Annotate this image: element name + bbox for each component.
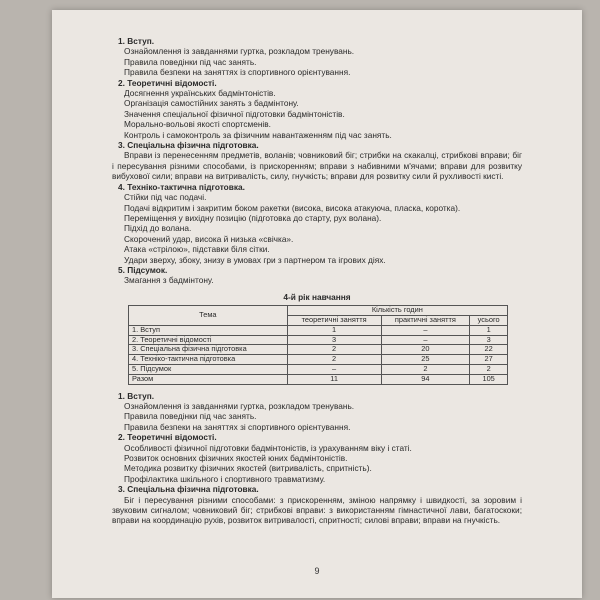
- page-content: [112, 36, 522, 526]
- table-row: [129, 355, 508, 365]
- paragraph: Досягнення українських бадмінтоністів.: [124, 88, 276, 99]
- paragraph: Правила поведінки під час занять.: [124, 56, 257, 67]
- table-cell-practice: 20: [381, 345, 470, 355]
- paragraph: Скорочений удар, висока й низька «свічка».: [124, 233, 294, 244]
- section-third-year-program: [112, 36, 522, 286]
- section-heading: 1. Вступ.: [118, 36, 155, 46]
- table-row: [129, 374, 508, 384]
- section-heading: 2. Теоретичні відомості.: [118, 77, 217, 88]
- table-cell-practice: 25: [381, 355, 470, 365]
- table-cell-tema: 3. Спеціальна фізична підготовка: [129, 345, 288, 355]
- table-cell-theory: –: [287, 364, 381, 374]
- table-cell-practice: 94: [381, 374, 470, 384]
- section-fourth-year-program: [112, 391, 522, 526]
- section-heading: 5. Підсумок.: [118, 264, 168, 275]
- paragraph: Вправи із перенесенням предметів, воланів; човниковий біг; стрибки на скакалці, стрибкові вправи; біг і пересування різними способами, із прискоренням; вправи з набивними м'ячами; вправи для розвитку вибухової сили; вправи на витривалість, силу, гнучкість; вправи для розвитку сили й рухливості кисті.: [112, 150, 522, 182]
- section-heading: 2. Теоретичні відомості.: [118, 432, 217, 443]
- table-cell-practice: –: [381, 325, 470, 335]
- paragraph: Профілактика шкільного і спортивного травматизму.: [124, 473, 326, 484]
- paragraph: Правила поведінки під час занять.: [124, 411, 257, 422]
- paragraph: Організація самостійних занять з бадмінтону.: [124, 98, 299, 109]
- section-heading: 3. Спеціальна фізична підготовка.: [118, 140, 259, 151]
- table-cell-total: 3: [470, 335, 508, 345]
- section-heading: 4. Техніко-тактична підготовка.: [118, 181, 245, 192]
- table-cell-tema: 5. Підсумок: [129, 364, 288, 374]
- table-header-tema: Тема: [129, 306, 288, 326]
- table-cell-theory: 2: [287, 355, 381, 365]
- table-header-total: усього: [470, 315, 508, 325]
- table-header-practice: практичні заняття: [381, 315, 470, 325]
- section-heading: 3. Спеціальна фізична підготовка.: [118, 484, 259, 495]
- table-cell-total: 22: [470, 345, 508, 355]
- table-cell-practice: 2: [381, 364, 470, 374]
- table-cell-practice: –: [381, 335, 470, 345]
- table-row: [129, 364, 508, 374]
- paragraph: Ознайомлення із завданнями гуртка, розкладом тренувань.: [124, 400, 355, 411]
- table-body: [129, 325, 508, 384]
- section-heading: 1. Вступ.: [118, 390, 155, 401]
- table-cell-total: 1: [470, 325, 508, 335]
- paragraph: Морально-вольові якості спортсменів.: [124, 119, 271, 130]
- document-page: [52, 10, 582, 598]
- paragraph: Значення спеціальної фізичної підготовки бадмінтоністів.: [124, 108, 345, 119]
- table-cell-theory: 1: [287, 325, 381, 335]
- table-cell-tema: 4. Техніко-тактична підготовка: [129, 355, 288, 365]
- table-cell-theory: 11: [287, 374, 381, 384]
- page-number: 9: [314, 566, 320, 576]
- paragraph: Удари зверху, збоку, знизу в умовах гри з партнером та ігрових діях.: [124, 254, 386, 265]
- table-cell-tema: 1. Вступ: [129, 325, 288, 335]
- table-header-theory: теоретичні заняття: [287, 315, 381, 325]
- hours-table: [128, 305, 508, 384]
- table-cell-theory: 2: [287, 345, 381, 355]
- table-header-hours: Кількість годин: [287, 306, 507, 316]
- paragraph: Подачі відкритим і закритим боком ракетки (висока, висока атакуюча, пласка, коротка).: [124, 202, 461, 213]
- paragraph: Змагання з бадмінтону.: [124, 275, 214, 286]
- paragraph: Ознайомлення із завданнями гуртка, розкладом тренувань.: [124, 46, 355, 57]
- paragraph: Розвиток основних фізичних якостей юних бадмінтоністів.: [124, 452, 348, 463]
- paragraph: Біг і пересування різними способами: з прискоренням, зміною напрямку і швидкості, за зоровим і звуковим сигналом; човниковий біг; стрибкові вправи: з використанням гімнастичної лави, багатоскоки; вправи на координацію рухів, розвиток витривалості, спритності; силові вправи; вправи на гнучкість.: [112, 494, 522, 526]
- paragraph: Стійки під час подачі.: [124, 192, 207, 203]
- table-cell-tema: Разом: [129, 374, 288, 384]
- paragraph: Контроль і самоконтроль за фізичним навантаженням під час занять.: [124, 129, 392, 140]
- paragraph: Підхід до волана.: [124, 223, 192, 234]
- paragraph: Методика розвитку фізичних якостей (витривалість, спритність).: [124, 463, 372, 474]
- paragraph: Атака «стрілою», підставки біля сітки.: [124, 244, 270, 255]
- table-cell-total: 105: [470, 374, 508, 384]
- table-cell-tema: 2. Теоретичні відомості: [129, 335, 288, 345]
- paragraph: Переміщення у вихідну позицію (підготовка до старту, рух волана).: [124, 212, 382, 223]
- table-cell-total: 27: [470, 355, 508, 365]
- table-row: [129, 325, 508, 335]
- table-cell-total: 2: [470, 364, 508, 374]
- table-caption: 4-й рік навчання: [283, 291, 351, 302]
- table-cell-theory: 3: [287, 335, 381, 345]
- paragraph: Правила безпеки на заняттях із спортивного орієнтування.: [124, 67, 351, 78]
- paragraph: Особливості фізичної підготовки бадмінтоністів, із урахуванням віку і статі.: [124, 442, 412, 453]
- paragraph: Правила безпеки на заняттях зі спортивного орієнтування.: [124, 421, 351, 432]
